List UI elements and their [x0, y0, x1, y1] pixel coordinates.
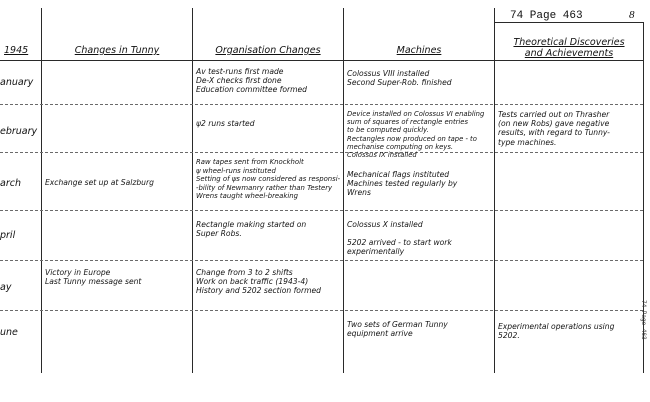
header-changes-in-tunny: Changes in Tunny — [74, 45, 160, 56]
page-number: 8 — [629, 9, 635, 21]
organisation-cell: Raw tapes sent from Knockholt ψ wheel-runs instituted Setting of ψs now considered as responsi- -bility of Newmanry rather than Testery Wrens taught wheel-breaking — [196, 158, 341, 201]
header-top-rule — [494, 22, 643, 23]
year-heading: 1945 — [4, 45, 29, 56]
month-label: pril — [0, 230, 16, 241]
header-organisation-changes: Organisation Changes — [215, 45, 321, 56]
row-separator — [0, 104, 643, 105]
machines-cell: Mechanical flags instituted Machines tested regularly by Wrens — [347, 170, 458, 198]
row-separator — [0, 310, 643, 311]
machines-cell: Two sets of German Tunny equipment arrive — [347, 320, 448, 339]
row-separator — [0, 210, 643, 211]
page-reference: 74 Page 463 — [510, 10, 583, 22]
theoretical-cell: Tests carried out on Thrasher (on new Robs) gave negative results, with regard to Tunny- type machines. — [498, 110, 610, 147]
header-theoretical-line-1: Theoretical Discoveries — [513, 37, 625, 48]
organisation-cell: Rectangle making started on Super Robs. — [196, 220, 307, 239]
machines-cell: Colossus VIII installed Second Super-Rob. finished — [347, 69, 452, 88]
column-rule-1 — [41, 8, 42, 373]
month-label: ay — [0, 282, 12, 293]
header-machines: Machines — [396, 45, 442, 56]
header-theoretical-line-2: and Achievements — [524, 48, 614, 59]
month-label: ebruary — [0, 126, 38, 137]
row-separator — [0, 152, 643, 153]
machines-cell: Device installed on Colossus VI enabling sum of squares of rectangle entries to be computed quickly. Rectangles now produced on tape - to mechanise computing on keys. Colossus IX installed — [347, 110, 485, 160]
organisation-cell: Change from 3 to 2 shifts Work on back traffic (1943-4) History and 5202 section formed — [196, 268, 321, 296]
column-rule-2 — [192, 8, 193, 373]
header-bottom-rule — [0, 60, 643, 61]
organisation-cell: ψ2 runs started — [196, 119, 255, 128]
side-reference-note: 74 Page 463 — [640, 300, 647, 340]
tunny-cell: Victory in Europe Last Tunny message sent — [45, 268, 142, 287]
month-label: anuary — [0, 77, 34, 88]
month-label: arch — [0, 178, 21, 189]
row-separator — [0, 260, 643, 261]
month-label: une — [0, 327, 18, 338]
header-theoretical — [496, 37, 642, 59]
theoretical-cell: Experimental operations using 5202. — [498, 322, 615, 341]
tunny-cell: Exchange set up at Salzburg — [45, 178, 154, 187]
organisation-cell: Av test-runs first made De-X checks first done Education committee formed — [196, 67, 307, 95]
machines-cell: Colossus X installed 5202 arrived - to start work experimentally — [347, 220, 452, 257]
column-rule-3 — [343, 8, 344, 373]
column-rule-4 — [494, 8, 495, 373]
